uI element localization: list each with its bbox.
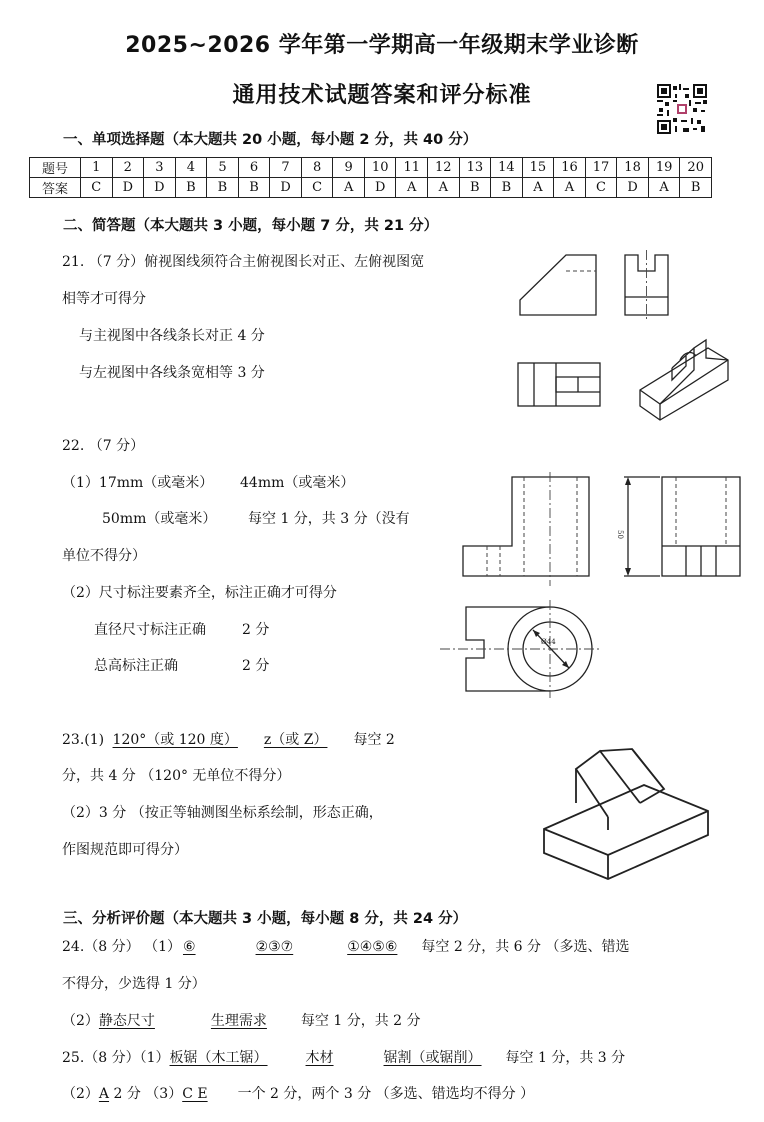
table-cell: 5 [207, 158, 239, 178]
q24-blank3: ①④⑤⑥ [347, 939, 398, 955]
q22-scoring-note: 每空 1 分，共 3 分（没有 [248, 511, 410, 527]
table-cell: A [333, 178, 365, 198]
q23-isometric-figure [540, 745, 715, 883]
row-label-answer: 答案 [30, 178, 81, 198]
table-cell: A [396, 178, 428, 198]
table-cell: A [554, 178, 586, 198]
table-cell: A [522, 178, 554, 198]
q25-prefix: 25.（8 分）（1） [62, 1050, 170, 1066]
q23-suffix: 每空 2 [353, 732, 395, 748]
q24-part2-suffix: 每空 1 分，共 2 分 [300, 1013, 421, 1029]
section2-heading: 二、简答题（本大题共 3 小题，每小题 7 分，共 21 分） [63, 218, 439, 234]
q24-blank5: 生理需求 [210, 1013, 267, 1029]
page-subtitle: 通用技术试题答案和评分标准 [232, 83, 532, 108]
table-cell: 3 [144, 158, 176, 178]
table-cell: 11 [396, 158, 428, 178]
q21-left-view-figure [622, 250, 672, 320]
q24-prefix: 24.（8 分） （1） [62, 939, 181, 955]
q23-line1 [62, 729, 395, 749]
table-cell: D [270, 178, 302, 198]
table-cell: B [238, 178, 270, 198]
q25-blank1: 板锯（木工锯） [169, 1050, 268, 1066]
q22-line1: 22. （7 分） [62, 438, 145, 454]
q22-top-view-figure [440, 600, 605, 700]
q22-answer-17: （1）17mm（或毫米） [62, 475, 214, 491]
answer-table [29, 157, 712, 198]
table-cell: C [301, 178, 333, 198]
q22-line7-score: 2 分 [242, 658, 270, 674]
q25-part3-note: 一个 2 分，两个 3 分 （多选、错选均不得分 ） [237, 1086, 535, 1102]
table-cell: 20 [680, 158, 712, 178]
q21-isometric-figure [636, 330, 736, 428]
table-cell: D [617, 178, 649, 198]
table-cell: 8 [301, 158, 333, 178]
q25-blank5: C E [182, 1086, 208, 1102]
table-cell: D [112, 178, 144, 198]
section3-heading: 三、分析评价题（本大题共 3 小题，每小题 8 分，共 24 分） [63, 911, 468, 927]
q25-part2-score: 2 分 （3） [109, 1086, 183, 1102]
q21-top-view-figure [516, 360, 602, 410]
table-cell: 16 [554, 158, 586, 178]
q21-line4: 与左视图中各线条宽相等 3 分 [79, 365, 265, 381]
q23-blank-axis: z（或 Z） [263, 732, 328, 748]
q24-blank1: ⑥ [182, 939, 196, 955]
q21-front-view-figure [518, 250, 598, 320]
table-cell: 4 [175, 158, 207, 178]
qr-code-icon [657, 84, 707, 134]
q25-blank4: A [98, 1086, 110, 1102]
answer-row [30, 178, 712, 198]
q22-height-dimension: 50 [616, 530, 624, 539]
q22-line6-text: 直径尺寸标注正确 [94, 622, 206, 638]
q24-blank4: 静态尺寸 [98, 1013, 155, 1029]
table-cell: 9 [333, 158, 365, 178]
table-cell: 18 [617, 158, 649, 178]
table-cell: 12 [428, 158, 460, 178]
row-label-question: 题号 [30, 158, 81, 178]
table-cell: 14 [491, 158, 523, 178]
q22-front-view-figure [460, 474, 590, 586]
table-cell: A [428, 178, 460, 198]
table-cell: B [491, 178, 523, 198]
page-title: 2025~2026 学年第一学期高一年级期末学业诊断 [125, 33, 639, 58]
table-cell: A [648, 178, 680, 198]
q22-line4: 单位不得分） [62, 548, 146, 564]
q24-line3 [62, 1010, 421, 1030]
q22-line5: （2）尺寸标注要素齐全，标注正确才可得分 [62, 585, 337, 601]
q23-line2: 分，共 4 分 （120° 无单位不得分） [62, 768, 291, 784]
table-cell: 19 [648, 158, 680, 178]
q25-part2-prefix: （2） [62, 1086, 99, 1102]
table-cell: B [459, 178, 491, 198]
table-cell: 1 [81, 158, 113, 178]
q22-diameter-dimension: Ø44 [541, 638, 556, 646]
table-cell: 7 [270, 158, 302, 178]
q22-answer-44: 44mm（或毫米） [240, 475, 355, 491]
q24-blank2: ②③⑦ [255, 939, 294, 955]
table-cell: 6 [238, 158, 270, 178]
q21-line2: 相等才可得分 [62, 291, 146, 307]
q24-part2-prefix: （2） [62, 1013, 99, 1029]
q24-suffix: 每空 2 分，共 6 分 （多选、错选 [421, 939, 630, 955]
q22-answer-50: 50mm（或毫米） [102, 511, 217, 527]
q25-line1 [62, 1047, 625, 1067]
q22-line6-score: 2 分 [242, 622, 270, 638]
q25-line2 [62, 1083, 534, 1103]
table-cell: D [364, 178, 396, 198]
q23-line3: （2）3 分 （按正等轴测图坐标系绘制，形态正确， [62, 805, 383, 821]
table-cell: B [680, 178, 712, 198]
q23-prefix: 23.(1) [62, 732, 109, 748]
q22-left-view-figure [606, 474, 746, 586]
table-cell: 13 [459, 158, 491, 178]
table-cell: C [81, 178, 113, 198]
question-number-row [30, 158, 712, 178]
q25-suffix: 每空 1 分，共 3 分 [505, 1050, 626, 1066]
table-cell: 15 [522, 158, 554, 178]
table-cell: B [175, 178, 207, 198]
table-cell: D [144, 178, 176, 198]
q21-line1: 21. （7 分）俯视图线须符合主俯视图长对正、左俯视图宽 [62, 254, 425, 270]
table-cell: 2 [112, 158, 144, 178]
q22-line7-text: 总高标注正确 [94, 658, 178, 674]
q23-blank-angle: 120°（或 120 度） [112, 732, 238, 748]
q21-line3: 与主视图中各线条长对正 4 分 [79, 328, 265, 344]
q23-line4: 作图规范即可得分） [62, 842, 188, 858]
q24-line2: 不得分，少选得 1 分） [62, 976, 206, 992]
q25-blank2: 木材 [305, 1050, 334, 1066]
q24-line1 [62, 936, 629, 956]
table-cell: 10 [364, 158, 396, 178]
section1-heading: 一、单项选择题（本大题共 20 小题，每小题 2 分，共 40 分） [63, 132, 478, 148]
table-cell: B [207, 178, 239, 198]
q25-blank3: 锯割（或锯削） [383, 1050, 482, 1066]
table-cell: C [585, 178, 617, 198]
table-cell: 17 [585, 158, 617, 178]
